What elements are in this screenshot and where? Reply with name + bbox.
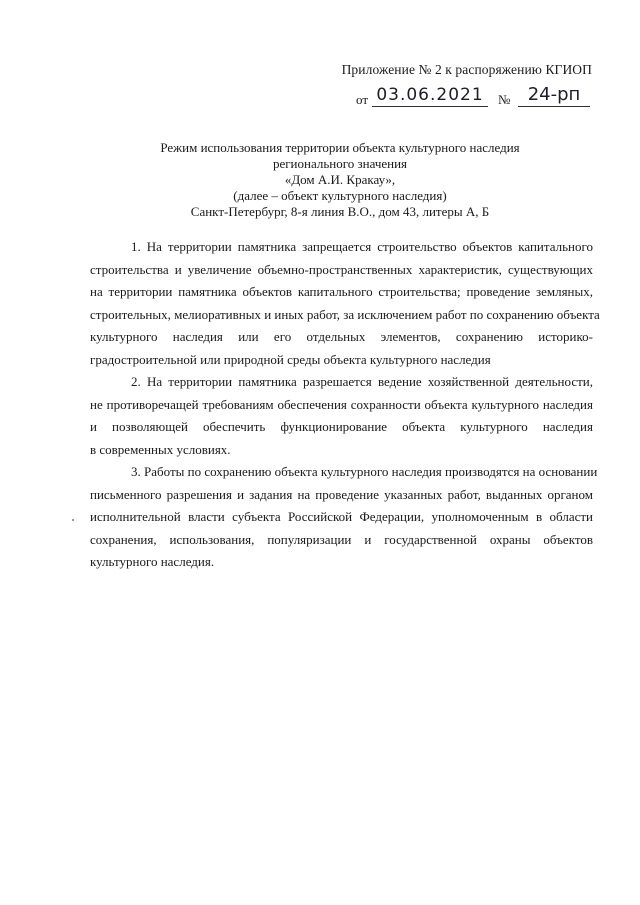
order-dateline	[356, 84, 596, 110]
text-line: культурного наследия.	[90, 554, 215, 569]
text-line: письменного разрешения и задания на проведение указанных работ, выданных органом	[90, 486, 593, 502]
paragraph-3	[90, 461, 598, 574]
appendix-header: Приложение № 2 к распоряжению КГИОП	[341, 62, 592, 77]
order-date-handwritten: 03.06.2021	[372, 84, 488, 107]
text-line: 3. Работы по сохранению объекта культурного наследия производятся на основании	[131, 464, 598, 479]
title-line: «Дом А.И. Кракау»,	[284, 172, 396, 187]
text-line: на территории памятника объектов капитального строительства; проведение земляных,	[90, 284, 593, 299]
text-line: не противоречащей требованиям обеспечения сохранности объекта культурного наследия	[90, 396, 593, 412]
title-line: Режим использования территории объекта культурного наследия	[160, 140, 520, 155]
scan-speck	[72, 519, 74, 521]
text-line: 1. На территории памятника запрещается строительство объектов капитального	[131, 239, 593, 254]
text-line: 2. На территории памятника разрешается ведение хозяйственной деятельности,	[131, 374, 593, 389]
text-line: исполнительной власти субъекта Российской Федерации, уполномоченным в области	[90, 509, 593, 524]
text-line: строительных, мелиоративных и иных работ, за исключением работ по сохранению объекта	[90, 306, 600, 322]
text-line: сохранения, использования, популяризации и государственной охраны объектов	[90, 531, 593, 547]
paragraph-2	[90, 371, 593, 461]
text-line: строительства и увеличение объемно-пространственных характеристик, существующих	[90, 261, 593, 277]
number-label: №	[498, 92, 511, 107]
order-number-handwritten: 24-рп	[518, 84, 590, 107]
title-line: (далее – объект культурного наследия)	[233, 188, 447, 203]
text-line: и позволяющей обеспечить функционирование объекта культурного наследия	[90, 419, 593, 434]
text-line: культурного наследия или его отдельных элементов, сохранению историко-	[90, 329, 593, 344]
title-line: регионального значения	[272, 156, 408, 171]
title-line: Санкт-Петербург, 8-я линия В.О., дом 43, литеры А, Б	[190, 204, 490, 219]
paragraph-1	[90, 236, 600, 371]
text-line: градостроительной или природной среды объекта культурного наследия	[90, 351, 491, 367]
from-label: от	[356, 92, 369, 107]
document-title	[60, 140, 620, 220]
document-body	[90, 236, 600, 574]
text-line: в современных условиях.	[90, 441, 231, 457]
